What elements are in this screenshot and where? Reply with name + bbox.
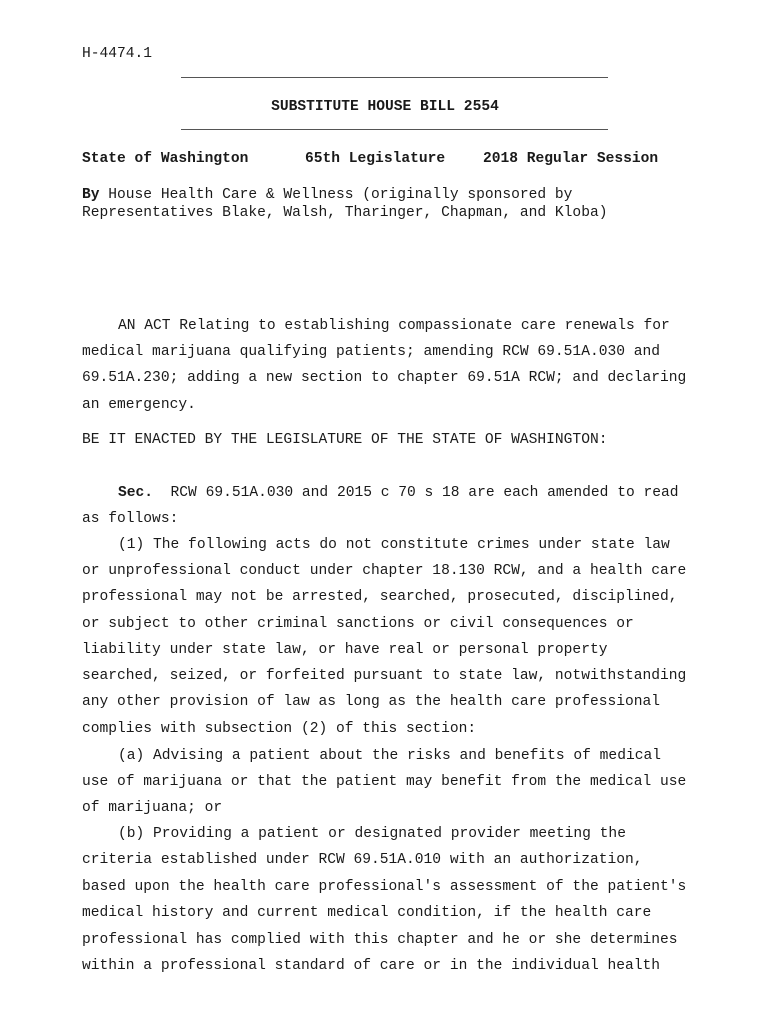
section-body-line: liability under state law, or have real or personal property: [82, 642, 608, 658]
enacting-clause: BE IT ENACTED BY THE LEGISLATURE OF THE STATE OF WASHINGTON:: [82, 432, 608, 448]
section-body-line: professional has complied with this chapter and he or she determines: [82, 932, 678, 948]
section-body-line: (1) The following acts do not constitute crimes under state law: [118, 537, 670, 553]
section-body-line: any other provision of law as long as the health care professional: [82, 694, 661, 710]
section-body-line: criteria established under RCW 69.51A.010 with an authorization,: [82, 852, 643, 868]
section-body-line: (b) Providing a patient or designated provider meeting the: [118, 826, 626, 842]
section-body-line: based upon the health care professional's assessment of the patient's: [82, 879, 687, 895]
state-label: State of Washington: [82, 151, 249, 167]
section-intro-line-2: as follows:: [82, 511, 179, 527]
section-body-line: use of marijuana or that the patient may benefit from the medical use: [82, 774, 687, 790]
section-intro: [118, 485, 679, 501]
title-rule-bottom: [181, 129, 608, 130]
section-body-line: of marijuana; or: [82, 800, 223, 816]
section-body-line: or subject to other criminal sanctions or civil consequences or: [82, 616, 634, 632]
section-body-line: within a professional standard of care or in the individual health: [82, 958, 661, 974]
title-rule-top: [181, 77, 608, 78]
act-line: medical marijuana qualifying patients; amending RCW 69.51A.030 and: [82, 344, 661, 360]
section-intro-text: RCW 69.51A.030 and 2015 c 70 s 18 are each amended to read: [170, 485, 679, 501]
document-id: H-4474.1: [82, 46, 153, 62]
section-label: Sec.: [118, 485, 154, 501]
bill-title: SUBSTITUTE HOUSE BILL 2554: [271, 99, 499, 115]
section-body-line: (a) Advising a patient about the risks and benefits of medical: [118, 748, 661, 764]
section-body-line: medical history and current medical condition, if the health care: [82, 905, 652, 921]
sponsor-text-1: House Health Care & Wellness (originally sponsored by: [108, 187, 573, 203]
act-line: AN ACT Relating to establishing compassionate care renewals for: [118, 318, 670, 334]
by-label: By: [82, 187, 100, 203]
sponsor-line-2: Representatives Blake, Walsh, Tharinger, Chapman, and Kloba): [82, 205, 608, 221]
sponsor-line-1: [82, 187, 572, 203]
section-body-line: or unprofessional conduct under chapter 18.130 RCW, and a health care: [82, 563, 687, 579]
act-line: an emergency.: [82, 397, 196, 413]
section-body-line: professional may not be arrested, searched, prosecuted, disciplined,: [82, 589, 678, 605]
act-line: 69.51A.230; adding a new section to chapter 69.51A RCW; and declaring: [82, 370, 687, 386]
session-label: 2018 Regular Session: [483, 151, 659, 167]
legislature-label: 65th Legislature: [305, 151, 446, 167]
section-body-line: searched, seized, or forfeited pursuant to state law, notwithstanding: [82, 668, 687, 684]
section-body-line: complies with subsection (2) of this section:: [82, 721, 477, 737]
